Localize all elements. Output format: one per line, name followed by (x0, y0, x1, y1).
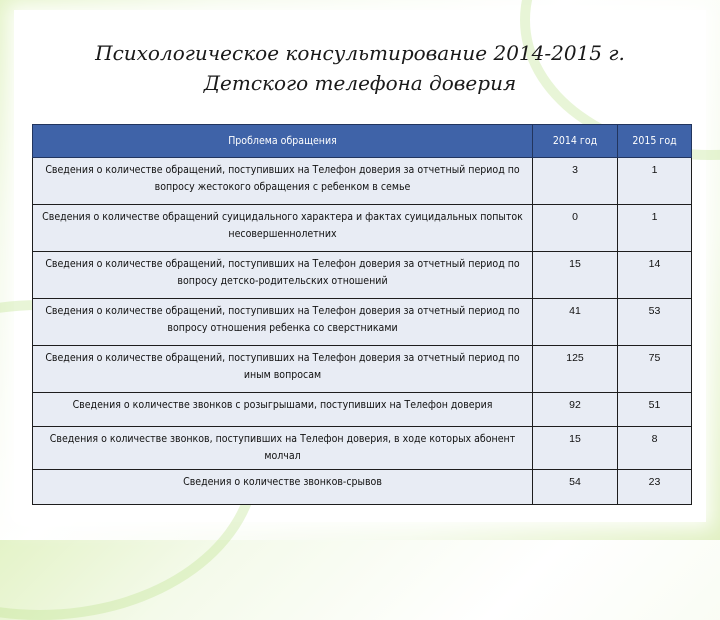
problem-cell: Сведения о количестве обращений, поступивших на Телефон доверия за отчетный период по вопросу отношения ребенка со сверстниками (33, 299, 533, 346)
table-row (33, 427, 692, 470)
value-2014-cell: 54 (533, 470, 618, 505)
value-2014-cell: 15 (533, 252, 618, 299)
value-2015-cell: 75 (618, 346, 692, 393)
value-2014-cell: 41 (533, 299, 618, 346)
table-row (33, 158, 692, 205)
problem-cell: Сведения о количестве обращений, поступивших на Телефон доверия за отчетный период по вопросу детско-родительских отношений (33, 252, 533, 299)
table-row (33, 346, 692, 393)
table-header-row (33, 125, 692, 158)
table-row (33, 252, 692, 299)
value-2014-cell: 0 (533, 205, 618, 252)
appeals-table (32, 124, 692, 505)
table-row (33, 299, 692, 346)
slide-title (0, 38, 720, 98)
title-line-1: Психологическое консультирование 2014-2015 г. (95, 41, 625, 65)
problem-cell: Сведения о количестве звонков с розыгрышами, поступивших на Телефон доверия (33, 393, 533, 427)
value-2014-cell: 92 (533, 393, 618, 427)
problem-cell: Сведения о количестве обращений, поступивших на Телефон доверия за отчетный период по вопросу жестокого обращения с ребенком в семье (33, 158, 533, 205)
value-2015-cell: 8 (618, 427, 692, 470)
value-2015-cell: 1 (618, 158, 692, 205)
value-2014-cell: 15 (533, 427, 618, 470)
problem-cell: Сведения о количестве звонков-срывов (33, 470, 533, 505)
table-row (33, 470, 692, 505)
value-2015-cell: 51 (618, 393, 692, 427)
header-2014: 2014 год (533, 125, 618, 158)
header-2015: 2015 год (618, 125, 692, 158)
value-2014-cell: 125 (533, 346, 618, 393)
table-row (33, 205, 692, 252)
problem-cell: Сведения о количестве обращений, поступивших на Телефон доверия за отчетный период по иным вопросам (33, 346, 533, 393)
problem-cell: Сведения о количестве обращений суицидального характера и фактах суицидальных попыток несовершеннолетних (33, 205, 533, 252)
title-line-2: Детского телефона доверия (203, 71, 517, 95)
value-2015-cell: 1 (618, 205, 692, 252)
header-problem: Проблема обращения (33, 125, 533, 158)
value-2015-cell: 14 (618, 252, 692, 299)
value-2014-cell: 3 (533, 158, 618, 205)
problem-cell: Сведения о количестве звонков, поступивших на Телефон доверия, в ходе которых абонент молчал (33, 427, 533, 470)
value-2015-cell: 23 (618, 470, 692, 505)
value-2015-cell: 53 (618, 299, 692, 346)
table-row (33, 393, 692, 427)
